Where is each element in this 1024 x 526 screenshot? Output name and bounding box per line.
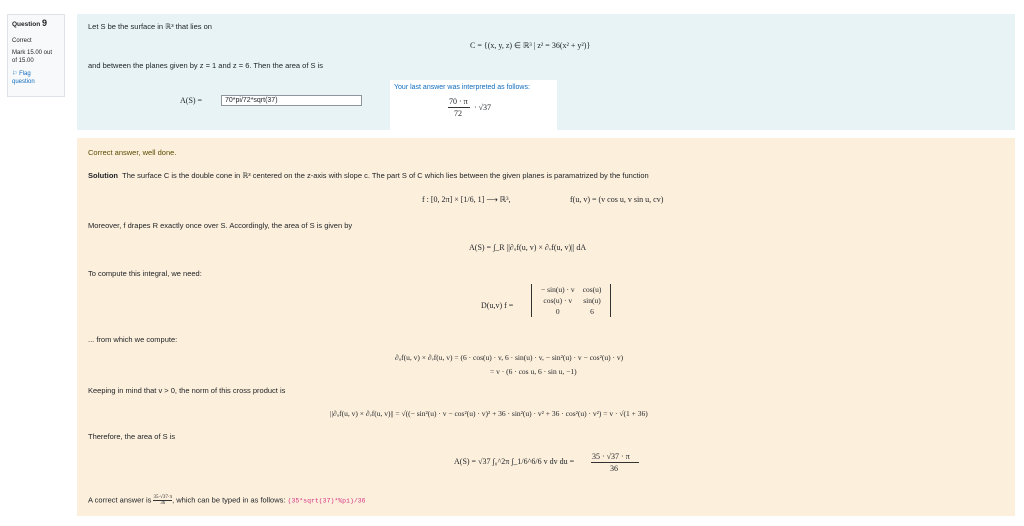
correct-answer-line: A correct answer is $\frac{35\cdot√37\cdot\pi}{36}$ , which can be typed in as follows: (35*sqrt(37)*%pi)/36 [88,495,366,506]
feedback-panel [77,138,1015,516]
planes-text: and between the planes given by z = 1 and z = 6. Then the area of S is [88,61,324,70]
flag-question-link[interactable]: ⚐ Flag question [12,71,35,85]
answer-interpretation-box [390,80,557,134]
final-fraction-bar [591,462,639,463]
cross-product-line-2: = v · (6 · cos u, 6 · sin u, −1) [490,367,577,376]
question-number: Question 9 [12,18,47,28]
cross-product-line-1: ∂ᵤf(u, v) × ∂ᵥf(u, v) = (6 · cos(u) · v, 6 · sin(u) · v, − sin²(u) · v − cos²(u) · v) [395,353,624,362]
correct-answer-fraction: $\frac{35\cdot√37\cdot\pi}{36}$ [153,495,173,506]
question-grade: Mark 15.00 out of 15.00 [12,50,53,64]
therefore-text: Therefore, the area of S is [88,432,176,441]
from-which-text: ... from which we compute: [88,335,178,344]
correct-message: Correct answer, well done. [88,148,177,157]
to-compute-text: To compute this integral, we need: [88,269,202,278]
cone-set-definition: C = {(x, y, z) ∈ ℝ³ | z² = 36(x² + y²)} [470,41,591,50]
moreover-text: Moreover, f drapes R exactly once over S. Accordingly, the area of S is given by [88,221,353,230]
question-state: Correct [12,38,32,44]
interpretation-title: Your last answer was interpreted as follows: [394,84,530,91]
flag-icon: ⚐ [12,71,18,77]
jacobian-label: D(u,v) f = [481,301,514,310]
final-denominator: 36 [610,464,618,473]
keeping-text: Keeping in mind that v > 0, the norm of this cross product is [88,386,286,395]
interpretation-denominator: 72 [454,109,462,118]
final-integral: A(S) = √37 ∫₀^2π ∫_1/6^6/6 v dv du = [454,457,575,466]
interpretation-tail: · √37 [474,103,492,112]
correct-answer-code: (35*sqrt(37)*%pi)/36 [287,497,366,505]
norm-line: ||∂ᵤf(u, v) × ∂ᵥf(u, v)|| = √((− sin²(u) · v − cos²(u) · v)² + 36 · sin²(u) · v² + 36 · cos²(u) · v²) = v · √(1 + 36) [330,409,648,418]
fraction-bar [448,107,470,108]
area-integral: A(S) = ∫_R ||∂ᵤf(u, v) × ∂ᵥf(u, v)|| dA [469,243,587,252]
answer-input[interactable]: 70*pi/72*sqrt(37) [221,95,362,106]
jacobian-matrix: − sin(u) · v cos(u) cos(u) · v sin(u) 0 6 [531,284,611,319]
param-map: f : [0, 2π] × [1/6, 1] ⟶ ℝ³, [422,195,511,204]
solution-text: Solution The surface C is the double cone in ℝ³ centered on the z-axis with slope c. The part S of C which lies between the given planes is paramatrized by the function [88,171,649,180]
area-label: A(S) = [180,96,203,105]
interpretation-numerator: 70 · π [449,97,468,106]
param-definition: f(u, v) = (v cos u, v sin u, cv) [570,195,664,204]
question-info-panel [7,14,65,97]
question-intro: Let S be the surface in ℝ³ that lies on [88,22,212,31]
final-numerator: 35 · √37 · π [592,452,630,461]
question-text-panel [77,14,1015,130]
